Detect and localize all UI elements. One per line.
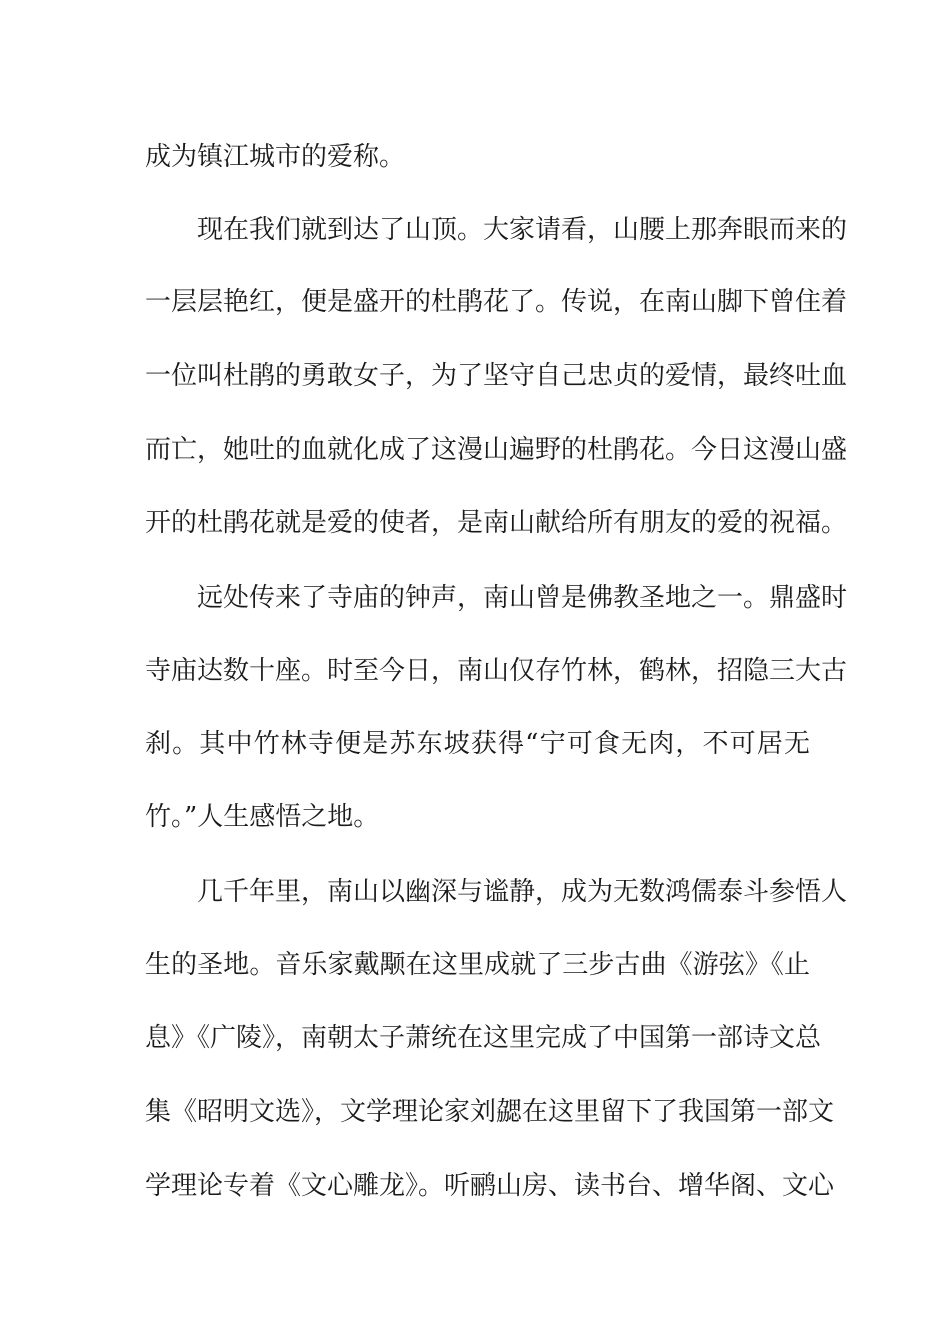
text-line-4: 一位叫杜鹃的勇敢女子，为了坚守自己忠贞的爱情，最终吐血 bbox=[145, 361, 848, 391]
text-line-5: 而亡，她吐的血就化成了这漫山遍野的杜鹃花。今日这漫山盛 bbox=[145, 435, 848, 465]
text-line-9: 刹。其中竹林寺便是苏东坡获得“宁可食无肉，不可居无 bbox=[145, 729, 810, 759]
text-line-2: 现在我们就到达了山顶。大家请看，山腰上那奔眼而来的 bbox=[197, 215, 848, 245]
text-line-11: 几千年里，南山以幽深与谧静，成为无数鸿儒泰斗参悟人 bbox=[197, 877, 848, 907]
text-line-15: 学理论专着《文心雕龙》。听鹂山房、读书台、增华阁、文心 bbox=[145, 1171, 835, 1201]
text-line-12: 生的圣地。音乐家戴颙在这里成就了三步古曲《游弦》《止 bbox=[145, 950, 810, 980]
text-line-14: 集《昭明文选》，文学理论家刘勰在这里留下了我国第一部文 bbox=[145, 1097, 835, 1127]
text-line-8: 寺庙达数十座。时至今日，南山仅存竹林，鹤林，招隐三大古 bbox=[145, 656, 848, 686]
text-line-6: 开的杜鹃花就是爱的使者，是南山献给所有朋友的爱的祝福。 bbox=[145, 508, 848, 538]
text-line-13: 息》《广陵》，南朝太子萧统在这里完成了中国第一部诗文总 bbox=[145, 1023, 822, 1053]
text-line-7: 远处传来了寺庙的钟声，南山曾是佛教圣地之一。鼎盛时 bbox=[197, 583, 848, 613]
text-line-3: 一层层艳红，便是盛开的杜鹃花了。传说，在南山脚下曾住着 bbox=[145, 287, 848, 317]
text-line-1: 成为镇江城市的爱称。 bbox=[145, 142, 406, 172]
text-line-10: 竹。”人生感悟之地。 bbox=[145, 802, 380, 832]
